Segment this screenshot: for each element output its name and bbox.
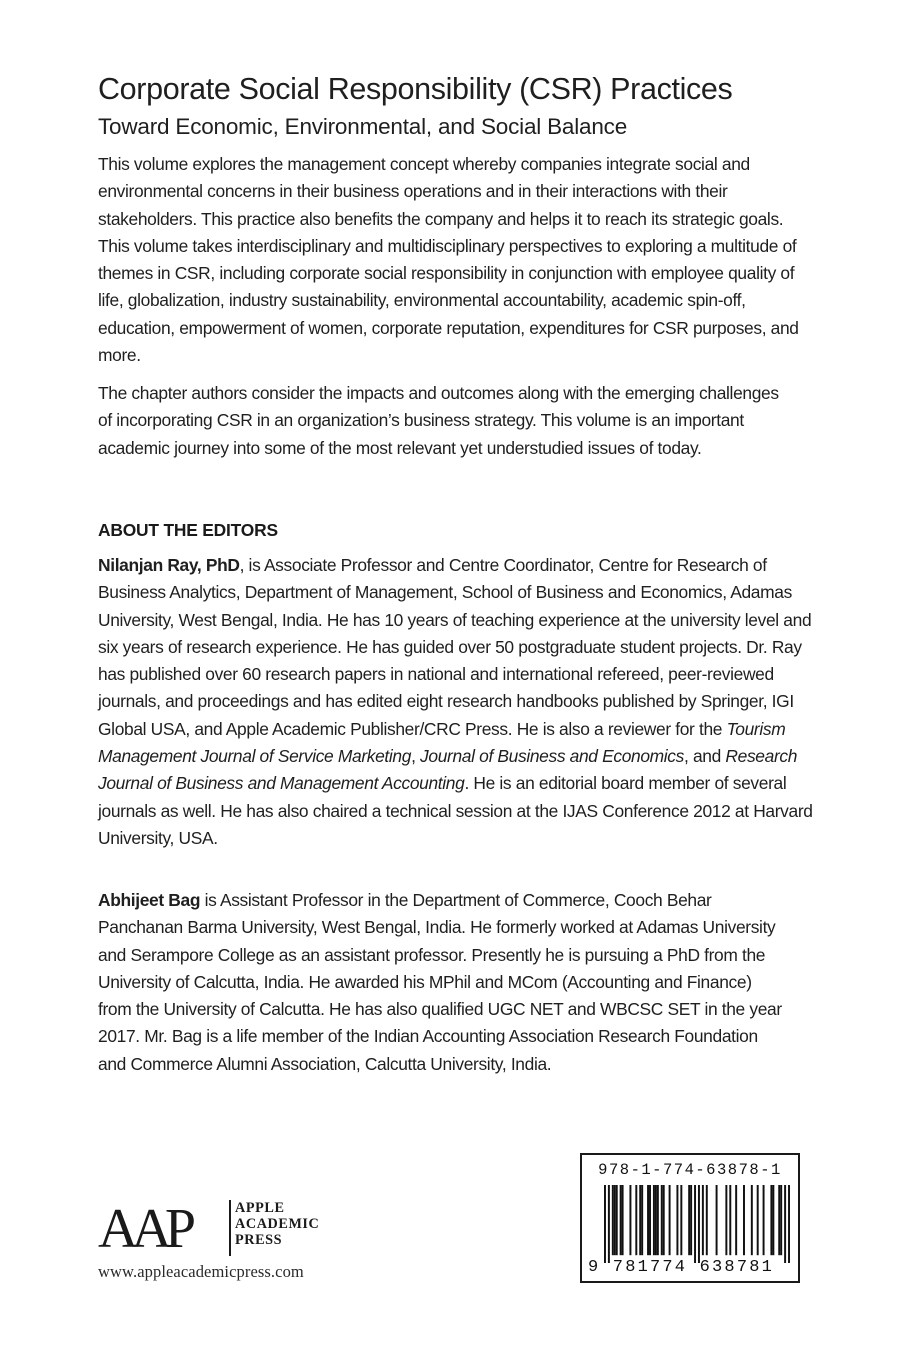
barcode-bar — [669, 1185, 671, 1255]
publisher-name-line-3: PRESS — [235, 1232, 283, 1248]
aap-logo-mark: AAP — [98, 1198, 190, 1260]
barcode-bar — [661, 1185, 663, 1255]
barcode-bar — [676, 1185, 678, 1255]
barcode-bar — [616, 1185, 618, 1255]
barcode-bar — [620, 1185, 622, 1255]
barcode-bar — [702, 1185, 704, 1255]
editor-name-bag: Abhijeet Bag — [98, 890, 201, 910]
barcode-bar — [639, 1185, 641, 1255]
publisher-name-line-2: ACADEMIC — [235, 1216, 320, 1232]
barcode-bar — [751, 1185, 753, 1255]
isbn-barcode — [580, 1153, 800, 1283]
barcode-bar — [657, 1185, 659, 1255]
barcode-bar — [770, 1185, 772, 1255]
barcode-bar — [635, 1185, 637, 1255]
barcode-bar — [688, 1185, 690, 1255]
editor-bio-ray-text-a: , is Associate Professor and Centre Coordinator, Centre for Research of Business Analytics, Department of Management, School of Business and Economics, Adamas University, West Bengal, India. He has 10 years of teaching experience at the university level and six years of research experience. He has guided over 50 postgraduate student projects. Dr. Ray has published over 60 research papers in national and international refereed, peer-reviewed journals, and proceedings and has edited eight research handbooks published by Springer, IGI Global USA, and Apple Academic Publisher/CRC Press. He is also a reviewer for the — [98, 555, 812, 739]
barcode-bar — [778, 1185, 780, 1255]
barcode-bar — [763, 1185, 765, 1255]
barcode-bar — [663, 1185, 665, 1255]
barcode-bar — [655, 1185, 657, 1255]
barcode-bar — [772, 1185, 774, 1255]
barcode-bar — [680, 1185, 682, 1255]
journal-title-2: Journal of Business and Economics — [420, 746, 684, 767]
barcode-bar — [608, 1185, 610, 1263]
description-paragraph-2: The chapter authors consider the impacts and outcomes along with the emerging challenges of incorporating CSR in an organization’s business strategy. This volume is an important academic journey into some of the most relevant yet understudied issues of today. — [98, 383, 779, 458]
publisher-name-line-1: APPLE — [235, 1200, 285, 1216]
barcode-bar — [604, 1185, 606, 1263]
editor-name-ray: Nilanjan Ray, PhD — [98, 555, 240, 575]
journal-separator-2: , and — [684, 746, 726, 767]
publisher-logo — [98, 1196, 348, 1296]
book-subtitle: Toward Economic, Environmental, and Social Balance — [98, 114, 628, 139]
journal-title-3: Research Journal of Business and Management Accounting — [98, 746, 798, 794]
barcode-bar — [757, 1185, 759, 1255]
barcode-bar — [743, 1185, 745, 1255]
barcode-bar — [716, 1185, 718, 1255]
barcode-bar — [694, 1185, 696, 1263]
barcode-bar — [690, 1185, 692, 1255]
barcode-bars — [604, 1185, 790, 1263]
barcode-bar — [780, 1185, 782, 1255]
barcode-bar — [641, 1185, 643, 1255]
isbn-label: 978-1-774-63878-1 — [598, 1161, 782, 1179]
journal-separator-1: , — [411, 746, 421, 767]
journal-title-1: Tourism Management Journal of Service Marketing — [98, 718, 786, 767]
barcode-bar — [614, 1185, 616, 1255]
barcode-bar — [622, 1185, 624, 1255]
publisher-website: www.appleacademicpress.com — [98, 1262, 304, 1281]
barcode-bar — [653, 1185, 655, 1255]
editor-bio-bag — [98, 887, 788, 1078]
barcode-bar — [649, 1185, 651, 1255]
barcode-bar — [647, 1185, 649, 1255]
barcode-bar — [788, 1185, 790, 1263]
editor-bio-ray — [98, 552, 820, 852]
barcode-bar — [729, 1185, 731, 1255]
barcode-bar — [629, 1185, 631, 1255]
logo-divider — [229, 1200, 231, 1256]
barcode-digits: 9 781774 638781 — [588, 1258, 775, 1277]
description-paragraph-1: This volume explores the management concept whereby companies integrate social and environmental concerns in their business operations and in their interactions with their stakeholders. This practice also benefits the company and helps it to reach its strategic goals. This volume takes interdisciplinary and multidisciplinary perspectives to exploring a multitude of themes in CSR, including corporate social responsibility in conjunction with employee quality of life, globalization, industry sustainability, environmental accountability, academic spin-off, education, empowerment of women, corporate reputation, expenditures for CSR purposes, and more. — [98, 154, 799, 366]
editor-bio-bag-text: is Assistant Professor in the Department of Commerce, Cooch Behar Panchanan Barma University, West Bengal, India. He formerly worked at Adamas University and Serampore College as an assistant professor. Presently he is pursuing a PhD from the University of Calcutta, India. He awarded his MPhil and MCom (Accounting and Finance) from the University of Calcutta. He has also qualified UGC NET and WBCSC SET in the year 2017. Mr. Bag is a life member of the Indian Accounting Association Research Foundation and Commerce Alumni Association, Calcutta University, India. — [98, 890, 782, 1074]
book-title: Corporate Social Responsibility (CSR) Practices — [98, 72, 733, 106]
editors-heading: ABOUT THE EDITORS — [98, 520, 278, 540]
barcode-bar — [698, 1185, 700, 1263]
barcode-bar — [612, 1185, 614, 1255]
barcode-bar — [706, 1185, 708, 1255]
barcode-bar — [735, 1185, 737, 1255]
barcode-bar — [784, 1185, 786, 1263]
barcode-bar — [725, 1185, 727, 1255]
publisher-name — [235, 1200, 319, 1248]
editor-bio-ray-text-b: . He is an editorial board member of several journals as well. He has also chaired a technical session at the IJAS Conference 2012 at Harvard University, USA. — [98, 773, 813, 848]
